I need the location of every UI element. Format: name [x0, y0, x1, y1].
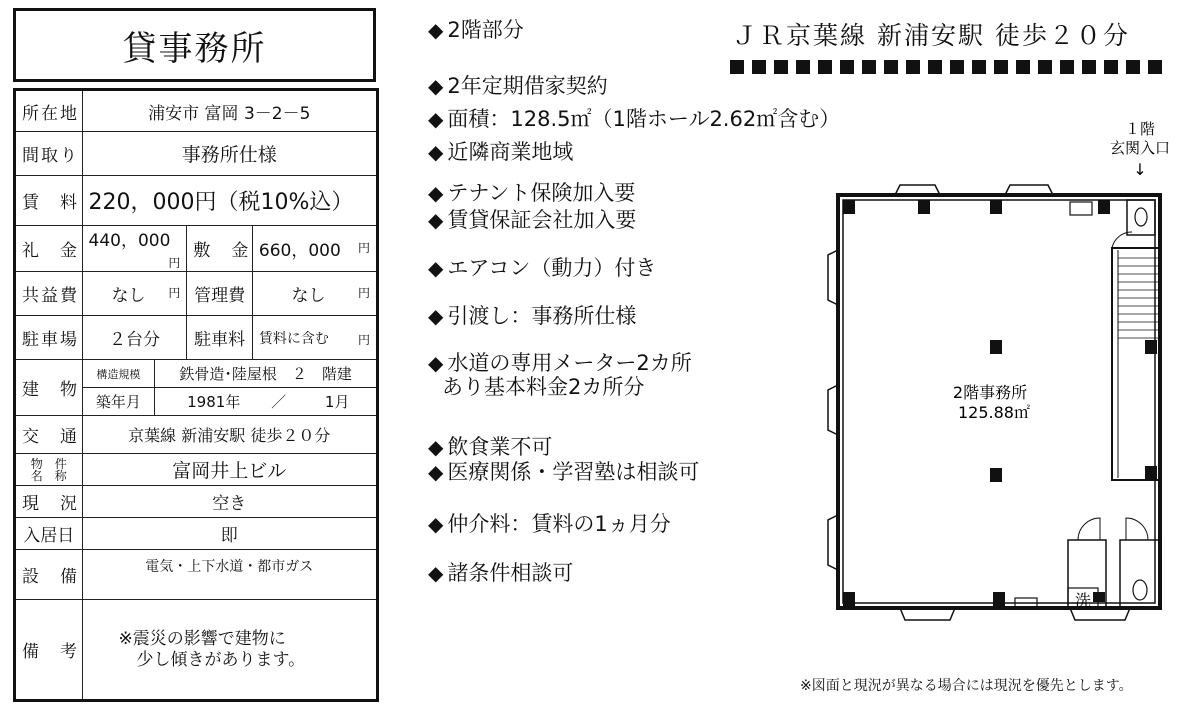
deposit-label: 敷 金	[187, 226, 253, 272]
door-swing	[1126, 518, 1148, 540]
diamond-icon: ◆	[428, 107, 444, 131]
common-fee-unit: 円	[168, 286, 181, 300]
rent-label: 賃 料	[15, 176, 83, 226]
stairs	[1118, 258, 1160, 338]
feature-item: ◆ 飲食業不可	[428, 435, 553, 459]
move-in-label: 入居日	[15, 518, 83, 550]
diamond-icon: ◆	[428, 140, 444, 164]
parking-value: ２台分	[82, 316, 187, 360]
feature-continuation: あり基本料金2カ所分	[442, 375, 645, 399]
diamond-icon: ◆	[428, 256, 444, 280]
transport-label: 交 通	[15, 416, 83, 454]
toilet-icon	[1135, 208, 1147, 226]
restroom	[1120, 540, 1160, 608]
entrance-label: 玄関入口	[1109, 139, 1171, 157]
remarks-label: 備 考	[15, 600, 83, 701]
room-name: 2階事務所	[952, 383, 1028, 402]
name-label-bottom: 名 称	[30, 468, 67, 483]
room-area: 125.88㎡	[958, 403, 1030, 422]
sink-icon	[1070, 202, 1092, 215]
key-money-unit: 円	[168, 256, 181, 270]
remarks-line-1: ※震災の影響で建物に	[118, 628, 286, 649]
toilet-icon	[1133, 580, 1147, 600]
name-value: 富岡井上ビル	[82, 454, 377, 486]
parking-fee-unit: 円	[357, 332, 370, 347]
feature-item: ◆ 2階部分	[428, 18, 524, 42]
parking-fee-value: 賃料に含む	[258, 330, 329, 347]
mgmt-fee-label: 管理費	[187, 272, 253, 316]
feature-item: ◆ 仲介料：賃料の1ヵ月分	[428, 512, 671, 536]
diamond-icon: ◆	[428, 18, 444, 42]
built-month: 1月	[324, 393, 350, 411]
diamond-icon: ◆	[428, 460, 444, 484]
footnote: ※図面と現況が異なる場合には現況を優先とします。	[800, 678, 1133, 694]
common-fee-label: 共益費	[15, 272, 83, 316]
key-money-value: 440，000	[88, 231, 171, 251]
diamond-icon: ◆	[428, 435, 444, 459]
diamond-icon: ◆	[428, 512, 444, 536]
parking-label: 駐車場	[15, 316, 83, 360]
arrow-down-icon: ↓	[1133, 160, 1147, 179]
layout-value: 事務所仕様	[82, 132, 377, 176]
wash-label: 洗	[1074, 591, 1092, 610]
key-money-label: 礼 金	[15, 226, 83, 272]
feature-item: ◆ エアコン（動力）付き	[428, 256, 657, 280]
toilet-room	[1127, 200, 1155, 235]
feature-item: ◆ 2年定期借家契約	[428, 74, 608, 98]
diamond-icon: ◆	[428, 304, 444, 328]
mgmt-fee-value: なし	[291, 286, 326, 306]
transport-value: 京葉線 新浦安駅 徒歩２０分	[82, 416, 377, 454]
common-fee-value: なし	[111, 286, 146, 306]
location-label: 所在地	[15, 90, 83, 132]
structure-value: 鉄骨造･陸屋根 ２ 階建	[155, 360, 378, 388]
diamond-icon: ◆	[428, 74, 444, 98]
station-header: ＪＲ京葉線 新浦安駅 徒歩２０分	[732, 21, 1130, 50]
feature-item: ◆ 賃貸保証会社加入要	[428, 208, 637, 232]
parking-fee-label: 駐車料	[187, 316, 253, 360]
diamond-icon: ◆	[428, 351, 444, 375]
feature-item: ◆ テナント保険加入要	[428, 181, 636, 205]
door-swing	[1078, 518, 1100, 540]
rent-value: 220，000円（税10%込）	[82, 176, 377, 226]
location-value: 浦安市 富岡 3－2－5	[82, 90, 377, 132]
facilities-value: 電気・上下水道・都市ガス	[82, 550, 377, 600]
diamond-icon: ◆	[428, 181, 444, 205]
feature-item: ◆ 面積：128.5㎡（1階ホール2.62㎡含む）	[428, 107, 841, 131]
stairwell	[1112, 248, 1160, 480]
built-sep: ／	[271, 393, 287, 411]
status-label: 現 況	[15, 486, 83, 518]
remarks-line-2: 少し傾きがあります。	[136, 649, 306, 670]
built-year: 1981年	[187, 393, 241, 411]
feature-item: ◆ 水道の専用メーター2カ所	[428, 351, 692, 375]
name-label-top: 物 件	[30, 456, 67, 471]
entrance-floor-label: １階	[1124, 120, 1156, 138]
deposit-unit: 円	[357, 241, 370, 255]
diamond-icon: ◆	[428, 561, 444, 585]
deposit-value: 660，000	[258, 241, 341, 261]
feature-item: ◆ 諸条件相談可	[428, 561, 574, 585]
move-in-value: 即	[82, 518, 377, 550]
feature-item: ◆ 医療関係・学習塾は相談可	[428, 460, 700, 484]
feature-item: ◆ 近隣商業地域	[428, 140, 574, 164]
built-label: 築年月	[82, 388, 155, 416]
layout-label: 間取り	[15, 132, 83, 176]
mgmt-fee-unit: 円	[357, 286, 370, 300]
status-value: 空き	[82, 486, 377, 518]
structure-label: 構造規模	[82, 360, 155, 388]
building-label: 建 物	[15, 360, 83, 416]
feature-item: ◆ 引渡し：事務所仕様	[428, 304, 637, 328]
facilities-label: 設 備	[15, 550, 83, 600]
diamond-icon: ◆	[428, 208, 444, 232]
document-title: 貸事務所	[13, 8, 376, 82]
